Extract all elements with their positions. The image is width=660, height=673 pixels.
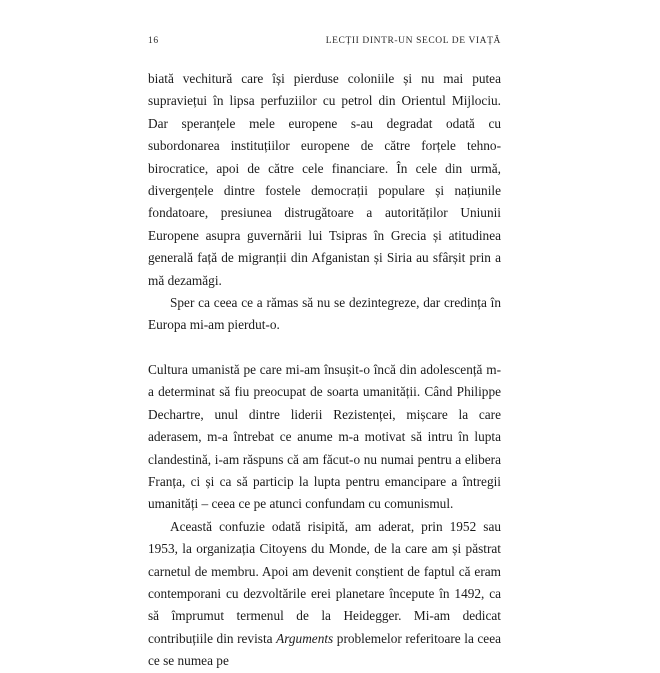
running-head-title: LECȚII DINTR-UN SECOL DE VIAȚĂ <box>325 36 501 46</box>
page-number: 16 <box>148 36 159 46</box>
paragraph-1: biată vechitură care își pierduse coloniile și nu mai putea supraviețui în lipsa perfuziilor cu petrol din Orientul Mijlociu. Dar speranțele mele europene s-au degradat odată cu subordonarea instituțiilor europene de către forțele tehno-birocratice, apoi de către cele financiare. În cele din urmă, divergențele dintre fostele democrații populare și națiunile fondatoare, presiunea distrugătoare a autorităților Uniunii Europene asupra guvernării lui Tsipras în Grecia și atitudinea generală față de migranții din Afganistan și Siria au sfârșit prin a mă dezamăgi. <box>148 71 501 288</box>
running-head <box>148 36 501 50</box>
journal-title-italic: Arguments <box>276 630 334 646</box>
section-break <box>148 337 501 359</box>
paragraph-4-text-end: problemelor referitoare la ceea ce se numea pe <box>148 630 502 669</box>
paragraph-4-text-start: Această confuzie odată risipită, am aderat, prin 1952 sau 1953, la organizația Citoyens du Monde, de la care am și păstrat carnetul de membru. Apoi am devenit conștient de faptul că eram contemporani cu dezvoltările erei planetare începute în 1492, ca să împrumut termenul de la Heidegger. Mi-am dedicat contribuțiile din revista <box>148 518 501 646</box>
paragraph-3: Cultura umanistă pe care mi-am însușit-o încă din adolescență m-a determinat să fiu preocupat de soarta umanității. Când Philippe Dechartre, unul dintre liderii Rezistenței, mișcare la care aderasem, m-a întrebat ce anume m-a motivat să intru în lupta clandestină, i-am răspuns că am făcut-o nu numai pentru a elibera Franța, ci și ca să particip la lupta pentru emancipare a întregii umanități – ceea ce pe atunci confundam cu comunismul. <box>148 361 501 512</box>
body-text <box>148 68 501 673</box>
paragraph-4 <box>148 516 501 673</box>
paragraph-2: Sper ca ceea ce a rămas să nu se dezintegreze, dar credința în Europa mi-am pierdut-o. <box>148 295 501 333</box>
